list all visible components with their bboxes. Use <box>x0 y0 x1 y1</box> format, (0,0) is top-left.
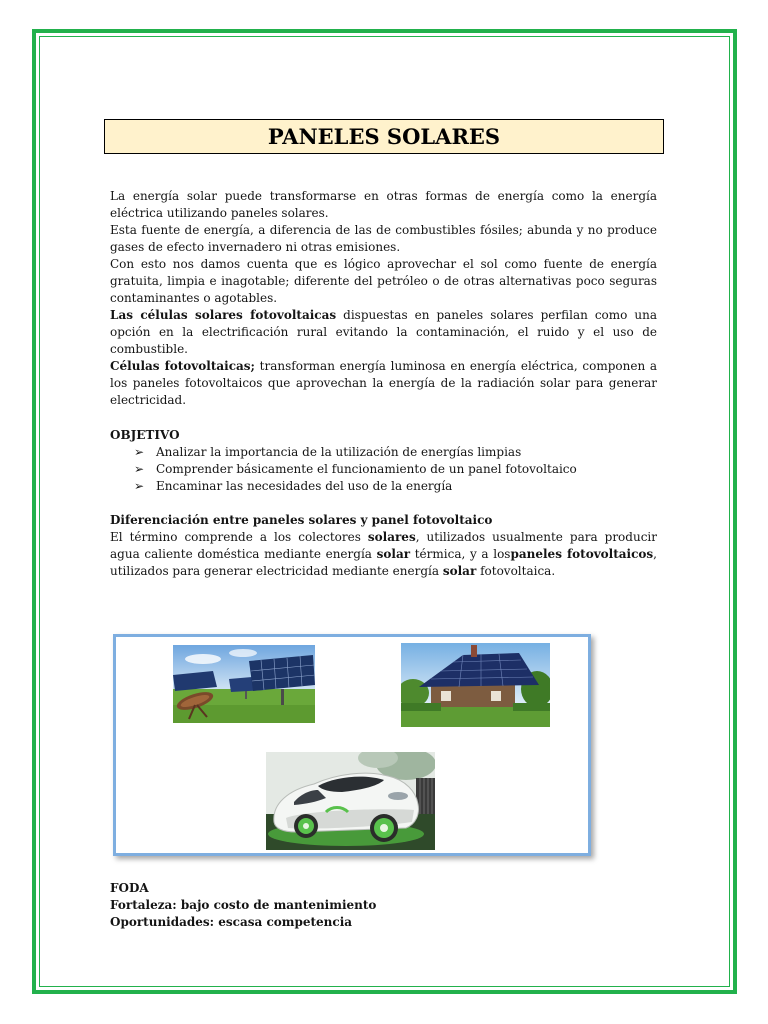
objetivo-list <box>110 444 657 495</box>
diferenciacion-text-5: fotovoltaica. <box>476 564 556 578</box>
intro-paragraph-5 <box>110 358 657 409</box>
intro-text-5: transforman energía luminosa en energía eléctrica, componen a los paneles fotovoltaicos que aprovechan la energía de la radiación solar para generar electricidad. <box>110 359 657 407</box>
diferenciacion-heading: Diferenciación entre paneles solares y panel fotovoltaico <box>110 513 493 527</box>
intro-paragraph-4 <box>110 307 657 358</box>
foda-fortaleza: Fortaleza: bajo costo de mantenimiento <box>110 898 377 912</box>
electric-car-image <box>266 752 435 850</box>
arrow-bullet-icon: ➢ <box>134 479 145 493</box>
list-item-text: Comprender básicamente el funcionamiento de un panel fotovoltaico <box>156 462 577 476</box>
diferenciacion-text-2: , utilizados usualmente para producir agua caliente doméstica mediante energía <box>110 530 657 561</box>
intro-text-2: Esta fuente de energía, a diferencia de las de combustibles fósiles; abunda y no produce gases de efecto invernadero ni otras emisiones. <box>110 223 657 254</box>
list-item <box>110 444 657 461</box>
solar-house-photo <box>401 643 550 727</box>
list-item-text: Analizar la importancia de la utilización de energías limpias <box>156 445 522 459</box>
diferenciacion-text-3: térmica, y a los <box>410 547 511 561</box>
arrow-bullet-icon: ➢ <box>134 462 145 476</box>
diferenciacion-bold-1: solares <box>367 530 416 544</box>
diferenciacion-text-1: El término comprende a los colectores <box>110 530 368 544</box>
foda-heading: FODA <box>110 881 149 895</box>
intro-paragraph-1 <box>110 188 657 222</box>
electric-car-photo <box>266 752 435 850</box>
image-collage <box>113 634 591 856</box>
intro-paragraph-3 <box>110 256 657 307</box>
solar-house-image <box>401 643 550 727</box>
intro-text-1: La energía solar puede transformarse en otras formas de energía como la energía eléctrica utilizando paneles solares. <box>110 189 657 220</box>
diferenciacion-section <box>110 512 657 580</box>
objetivo-heading: OBJETIVO <box>110 428 180 442</box>
solar-field-image <box>173 645 315 723</box>
list-item <box>110 461 657 478</box>
foda-section <box>110 880 657 931</box>
list-item-text: Encaminar las necesidades del uso de la energía <box>156 479 453 493</box>
intro-bold-4: Las células solares fotovoltaicas <box>110 308 337 322</box>
diferenciacion-bold-2: solar <box>376 547 411 561</box>
list-item <box>110 478 657 495</box>
intro-text-3: Con esto nos damos cuenta que es lógico aprovechar el sol como fuente de energía gratuita, limpia e inagotable; diferente del petróleo o de otras alternativas poco seguras contaminantes o agotables. <box>110 257 657 305</box>
intro-bold-5: Células fotovoltaicas; <box>110 359 255 373</box>
page-title: PANELES SOLARES <box>267 124 501 149</box>
diferenciacion-bold-3: paneles fotovoltaicos <box>510 547 654 561</box>
diferenciacion-paragraph <box>110 529 657 580</box>
intro-section <box>110 188 657 409</box>
foda-oportunidades: Oportunidades: escasa competencia <box>110 915 353 929</box>
intro-text-4: dispuestas en paneles solares perfilan como una opción en la electrificación rural evitando la contaminación, el ruido y el uso de combustible. <box>110 308 657 356</box>
solar-field-photo <box>173 645 315 723</box>
title-box <box>104 119 664 154</box>
arrow-bullet-icon: ➢ <box>134 445 145 459</box>
diferenciacion-bold-4: solar <box>442 564 477 578</box>
diferenciacion-text-4: , utilizados para generar electricidad mediante energía <box>110 547 657 578</box>
intro-paragraph-2 <box>110 222 657 256</box>
